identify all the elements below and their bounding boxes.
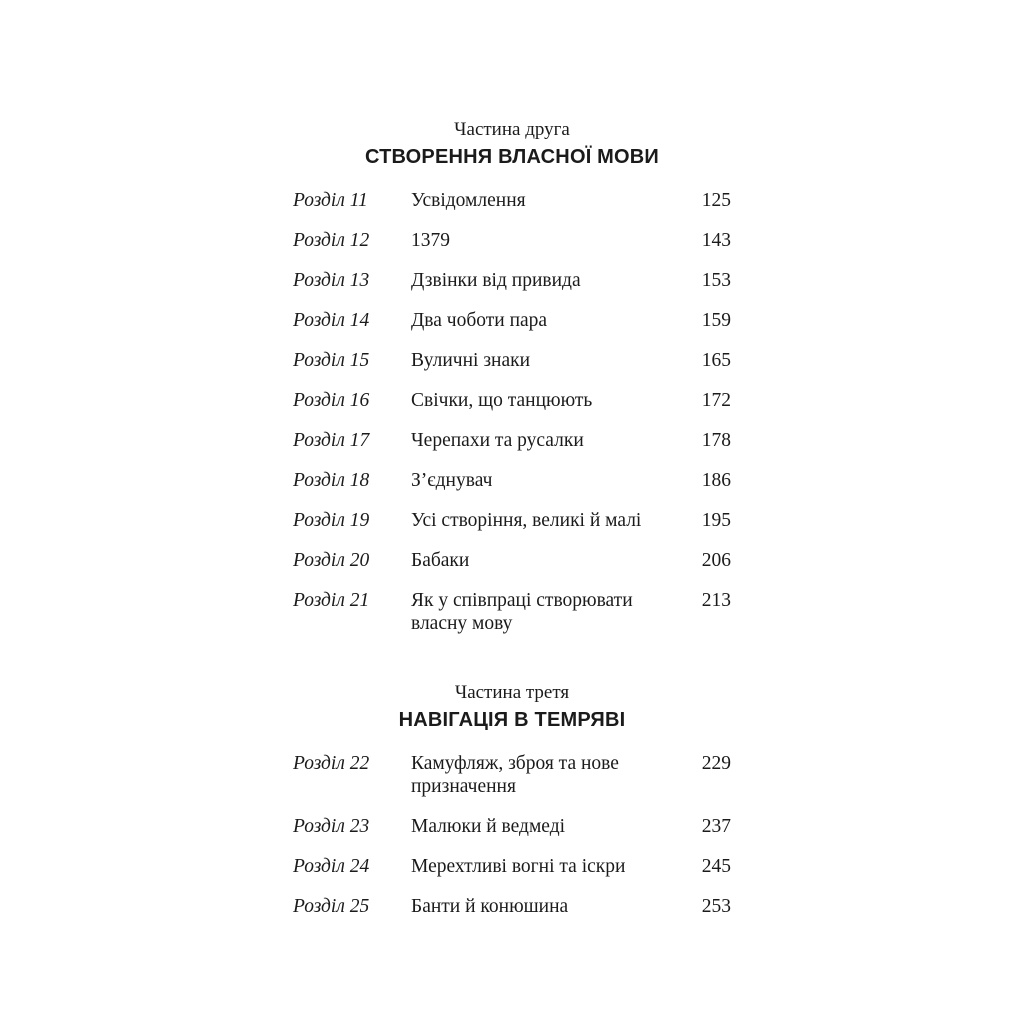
chapter-page-number: 245	[701, 856, 731, 877]
chapter-title: Усвідомлення	[411, 190, 526, 211]
toc-row	[293, 389, 731, 412]
chapter-page-number: 206	[701, 550, 731, 571]
toc-row	[293, 509, 731, 532]
toc-section-part-three	[293, 681, 731, 918]
toc-row	[293, 309, 731, 332]
toc-row	[293, 469, 731, 492]
part-header	[293, 118, 731, 170]
chapter-title: Дзвінки від привида	[411, 270, 581, 291]
chapter-page-number: 165	[701, 350, 731, 371]
toc-row	[293, 752, 731, 798]
chapter-page-number: 172	[701, 390, 731, 411]
chapter-title: 1379	[411, 230, 450, 251]
chapter-label: Розділ 21	[293, 590, 370, 611]
chapter-page-number: 186	[701, 470, 731, 491]
chapter-page-number: 143	[701, 230, 731, 251]
toc-row	[293, 229, 731, 252]
toc-row	[293, 895, 731, 918]
chapter-title: Свічки, що танцюють	[411, 390, 593, 411]
chapter-page-number: 237	[701, 816, 731, 837]
chapter-label: Розділ 12	[293, 230, 370, 251]
part-title: НАВІГАЦІЯ В ТЕМРЯВІ	[398, 709, 626, 731]
chapter-label: Розділ 18	[293, 470, 370, 491]
chapter-label: Розділ 19	[293, 510, 370, 531]
table-of-contents	[293, 118, 731, 918]
chapter-title: Мерехтливі вогні та іскри	[411, 856, 626, 877]
chapter-label: Розділ 14	[293, 310, 370, 331]
toc-row	[293, 189, 731, 212]
part-label: Частина третя	[454, 682, 570, 703]
chapter-page-number: 125	[701, 190, 731, 211]
toc-row	[293, 429, 731, 452]
chapter-label: Розділ 16	[293, 390, 370, 411]
chapter-page-number: 253	[701, 896, 731, 917]
chapter-label: Розділ 22	[293, 753, 370, 774]
chapter-label: Розділ 13	[293, 270, 370, 291]
chapter-title: Усі створіння, великі й малі	[411, 510, 642, 531]
chapter-page-number: 229	[701, 753, 731, 774]
chapter-page-number: 178	[701, 430, 731, 451]
chapter-title: Бабаки	[411, 550, 470, 571]
chapter-title: Два чоботи пара	[411, 310, 548, 331]
chapter-title: З’єднувач	[411, 470, 493, 491]
chapter-label: Розділ 20	[293, 550, 370, 571]
chapter-title: Малюки й ведмеді	[411, 816, 566, 837]
part-label: Частина друга	[454, 119, 570, 140]
chapter-page-number: 153	[701, 270, 731, 291]
chapter-page-number: 213	[701, 590, 731, 611]
chapter-label: Розділ 11	[293, 190, 368, 211]
toc-row	[293, 589, 731, 635]
toc-row	[293, 855, 731, 878]
chapter-label: Розділ 24	[293, 856, 370, 877]
part-header	[293, 681, 731, 733]
chapter-title: Камуфляж, зброя та нове призначення	[411, 753, 619, 797]
part-title: СТВОРЕННЯ ВЛАСНОЇ МОВИ	[364, 146, 660, 168]
toc-row	[293, 815, 731, 838]
chapter-label: Розділ 15	[293, 350, 370, 371]
toc-row	[293, 549, 731, 572]
toc-row	[293, 269, 731, 292]
chapter-label: Розділ 23	[293, 816, 370, 837]
toc-section-part-two	[293, 118, 731, 635]
chapter-label: Розділ 25	[293, 896, 370, 917]
chapter-label: Розділ 17	[293, 430, 370, 451]
chapter-page-number: 159	[701, 310, 731, 331]
chapter-title: Банти й конюшина	[411, 896, 569, 917]
chapter-page-number: 195	[701, 510, 731, 531]
chapter-title: Черепахи та русалки	[411, 430, 584, 451]
chapter-title: Як у співпраці створювати власну мову	[411, 590, 633, 634]
toc-row	[293, 349, 731, 372]
chapter-title: Вуличні знаки	[411, 350, 531, 371]
